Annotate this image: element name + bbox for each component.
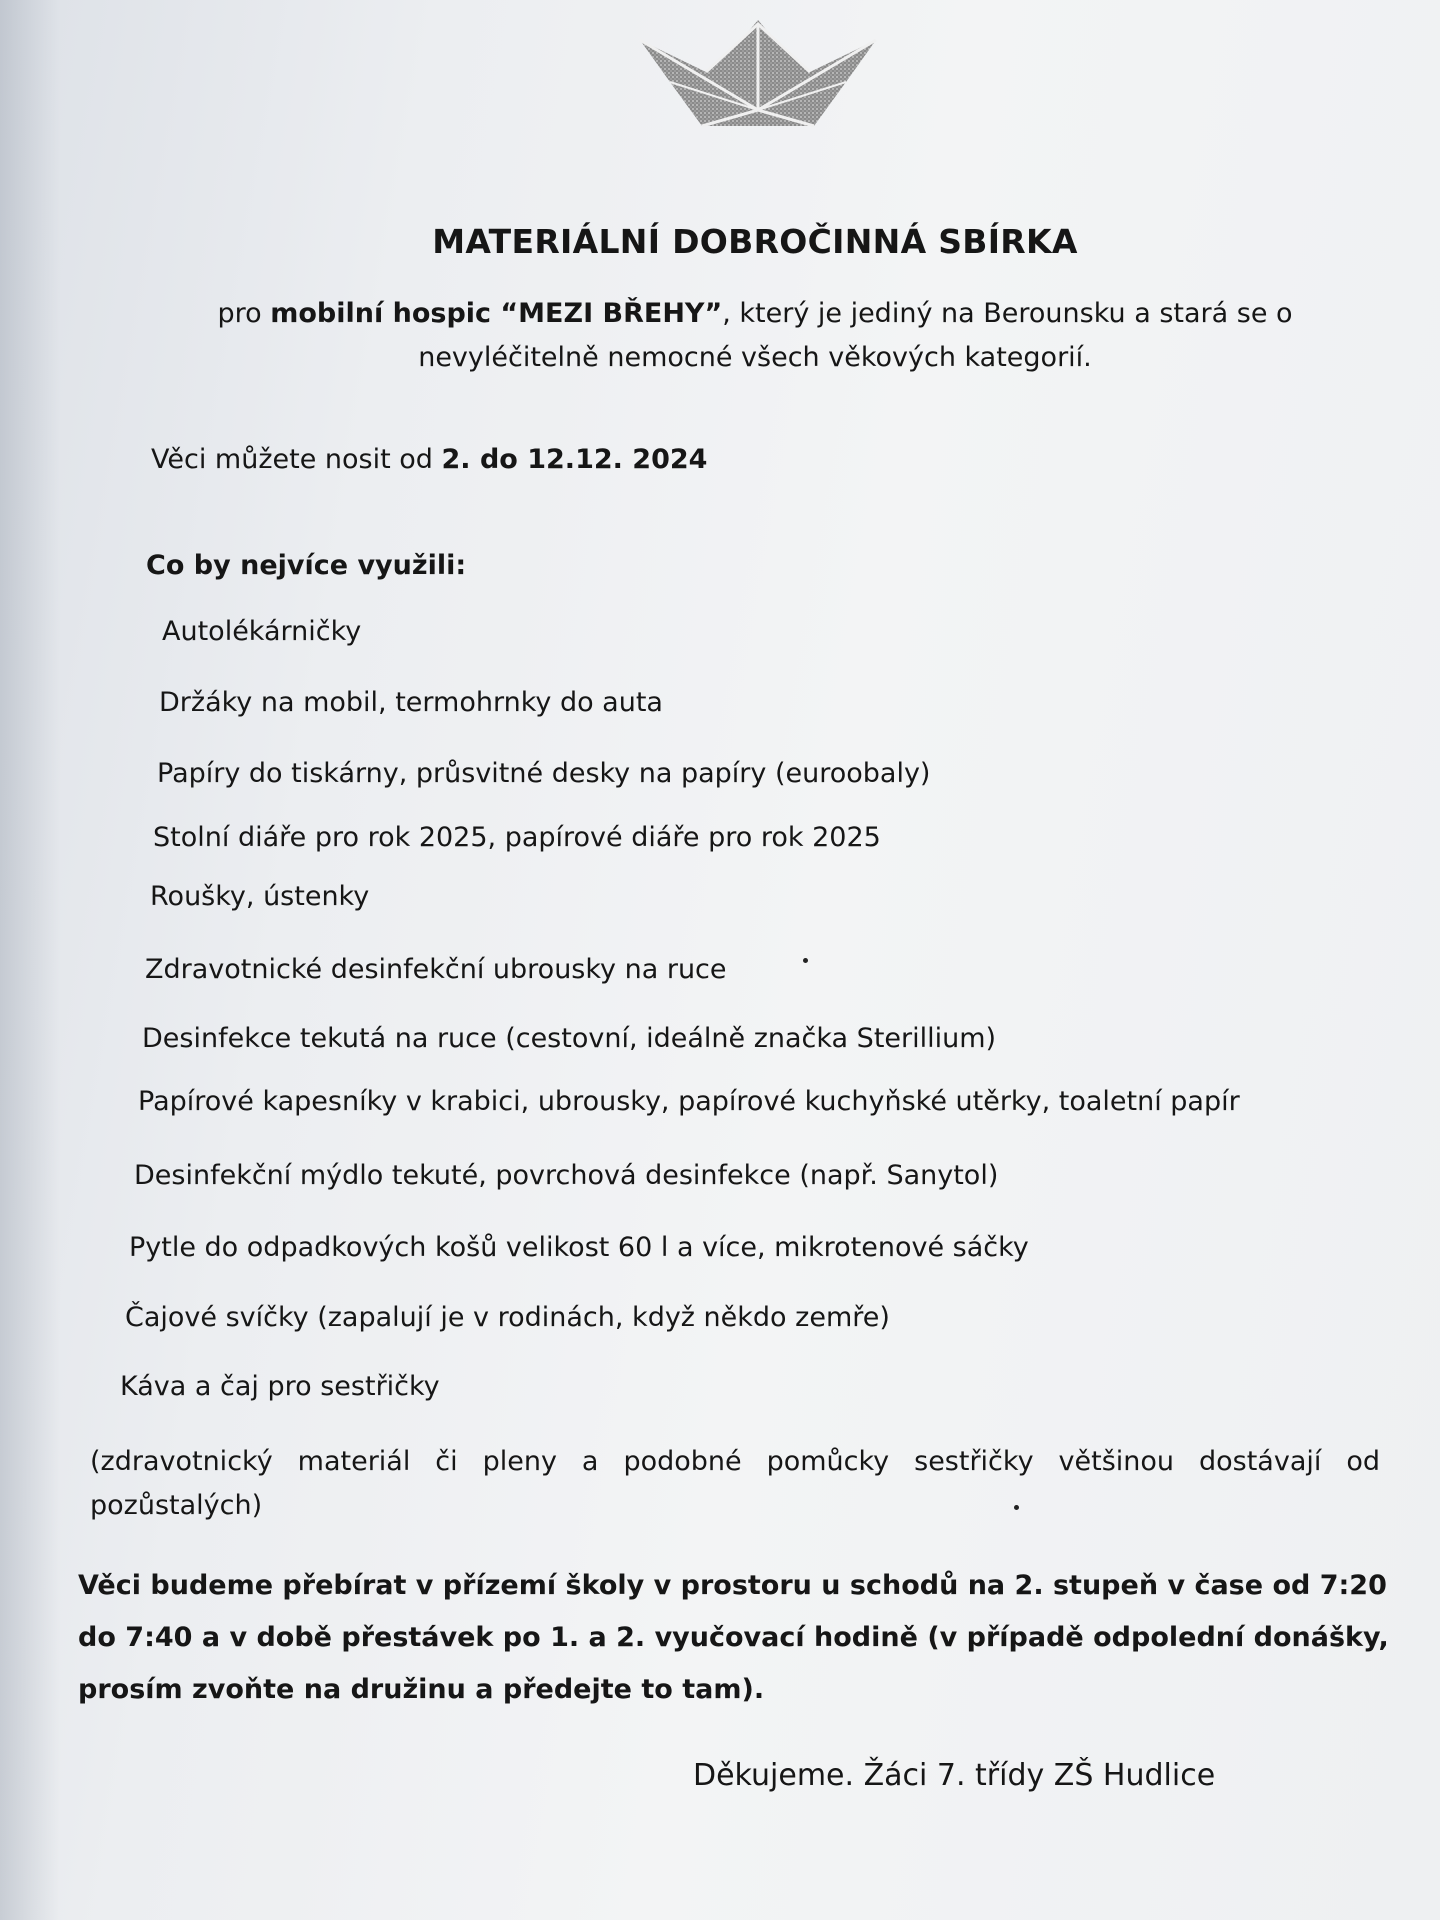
note-text: (zdravotnický materiál či pleny a podobné pomůcky sestřičky většinou dostávají od pozůstalých)	[90, 1446, 1380, 1521]
list-item: Papíry do tiskárny, průsvitné desky na papíry (euroobaly)	[157, 758, 931, 789]
dates-prefix: Věci můžete nosit od	[151, 444, 442, 475]
list-item: Autolékárničky	[162, 616, 362, 647]
intro-prefix: pro	[217, 298, 271, 329]
dates-range: 2. do 12.12. 2024	[441, 444, 708, 475]
intro-line-2: nevyléčitelně nemocné všech věkových kategorií.	[418, 342, 1092, 373]
list-item: Stolní diáře pro rok 2025, papírové diáře pro rok 2025	[153, 822, 881, 853]
collection-info: Věci budeme přebírat v přízemí školy v prostoru u schodů na 2. stupeň v čase od 7:20 do 7:40 a v době přestávek po 1. a 2. vyučovací hodině (v případě odpolední donášky, prosím zvoňte na družinu a předejte to tam).	[78, 1570, 1389, 1705]
list-item: Káva a čaj pro sestřičky	[120, 1371, 440, 1402]
ink-speck	[1014, 1505, 1019, 1510]
list-item: Roušky, ústenky	[150, 881, 370, 912]
thanks-signature: Děkujeme. Žáci 7. třídy ZŠ Hudlice	[693, 1758, 1216, 1793]
list-item: Pytle do odpadkových košů velikost 60 l a více, mikrotenové sáčky	[129, 1232, 1029, 1263]
list-item: Zdravotnické desinfekční ubrousky na ruce	[145, 954, 727, 985]
hospice-name: mobilní hospic “MEZI BŘEHY”	[270, 298, 723, 329]
document-title: MATERIÁLNÍ DOBROČINNÁ SBÍRKA	[432, 222, 1078, 261]
list-item: Desinfekce tekutá na ruce (cestovní, ideálně značka Sterillium)	[142, 1023, 997, 1054]
list-item: Držáky na mobil, termohrnky do auta	[159, 687, 663, 718]
needs-heading: Co by nejvíce využili:	[146, 550, 467, 581]
list-item: Papírové kapesníky v krabici, ubrousky, papírové kuchyňské utěrky, toaletní papír	[138, 1086, 1240, 1117]
list-item: Čajové svíčky (zapalují je v rodinách, když někdo zemře)	[125, 1302, 890, 1333]
intro-rest: , který je jediný na Berounsku a stará se o	[722, 298, 1293, 329]
list-item: Desinfekční mýdlo tekuté, povrchová desinfekce (např. Sanytol)	[134, 1160, 999, 1191]
ink-speck	[803, 958, 808, 963]
